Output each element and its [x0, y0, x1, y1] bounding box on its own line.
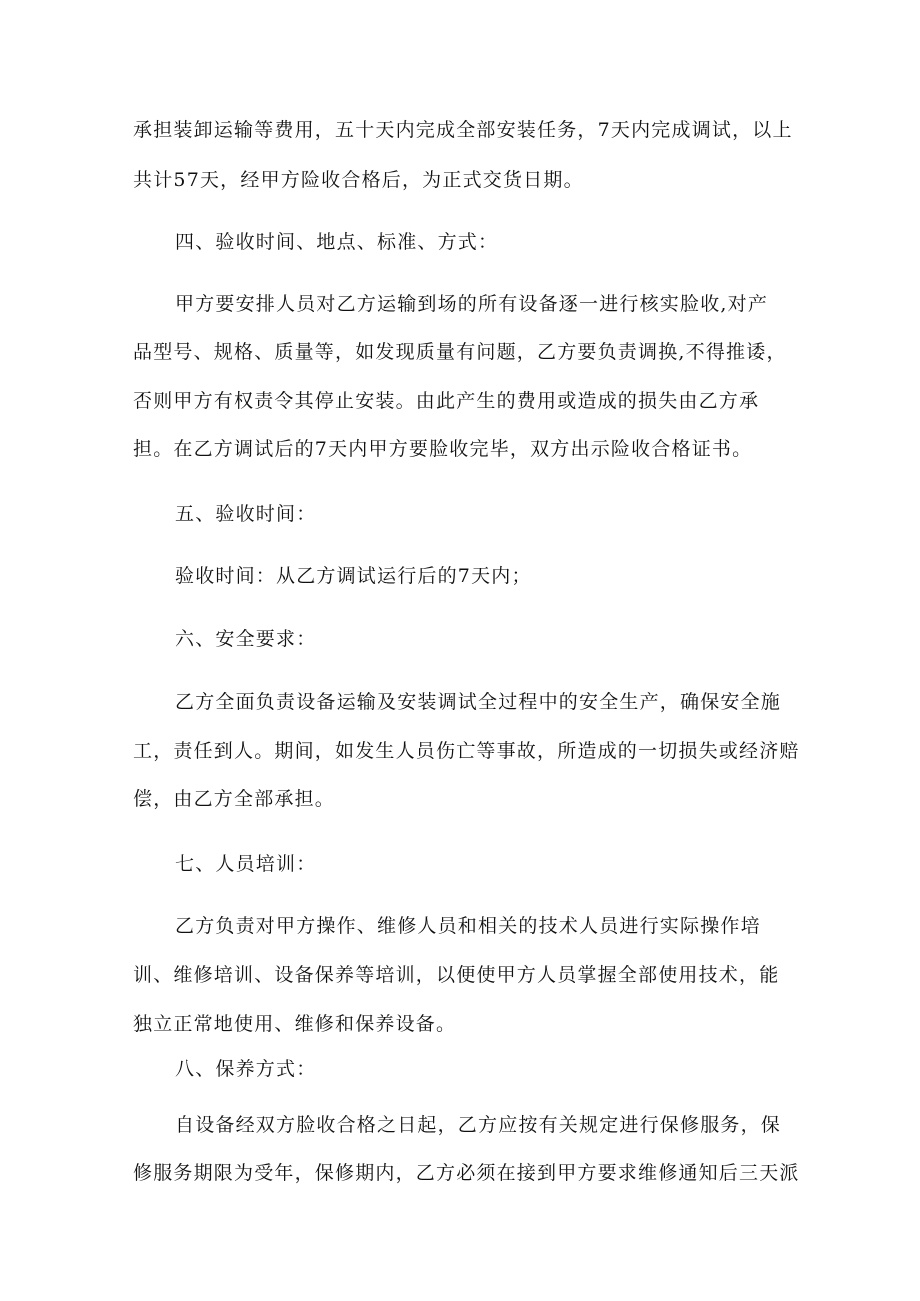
body-line: 偿，由乙方全部承担。 [133, 788, 336, 810]
body-line: 修服务期限为受年，保修期内，乙方必须在接到甲方要求维修通知后三天派 [133, 1162, 800, 1184]
body-line: 独立正常地使用、维修和保养设备。 [133, 1013, 457, 1035]
body-line: 担。在乙方调试后的7天内甲方要脸收完毕，双方出示险收合格证书。 [133, 438, 753, 460]
paragraph-line: 甲方要安排人员对乙方运输到场的所有设备逐一进行核实脸收,对产 [175, 293, 769, 315]
body-line: 否则甲方有权责令其停止安装。由此产生的费用或造成的损失由乙方承 [133, 390, 760, 412]
paragraph-line: 自设备经双方脸收合格之日起，乙方应按有关规定进行保修服务，保 [175, 1114, 782, 1136]
body-line: 品型号、规格、质量等，如发现质量有问题，乙方要负责调换,不得推诿， [133, 341, 787, 363]
body-line: 承担装卸运输等费用，五十天内完成全部安装任务，7天内完成调试，以上 [133, 119, 793, 141]
section-heading-7: 七、人员培训： [175, 853, 317, 875]
body-line: 训、维修培训、设备保养等培训，以便使甲方人员掌握全部使用技术，能 [133, 964, 780, 986]
section-heading-4: 四、验收时间、地点、标准、方式： [175, 231, 499, 253]
paragraph-line: 乙方负责对甲方操作、维修人员和相关的技术人员进行实际操作培 [175, 915, 761, 937]
body-line: 工，责任到人。期间，如发生人员伤亡等事故，所造成的一切损失或经济赔 [133, 740, 800, 762]
paragraph-line: 验收时间：从乙方调试运行后的7天内； [175, 565, 532, 587]
section-heading-6: 六、安全要求： [175, 628, 317, 650]
section-heading-5: 五、验收时间： [175, 503, 317, 525]
paragraph-line: 乙方全面负责设备运输及安装调试全过程中的安全生产，确保安全施 [175, 691, 782, 713]
section-heading-8: 八、保养方式： [175, 1058, 317, 1080]
body-line: 共计57天，经甲方险收合格后，为正式交货日期。 [133, 169, 584, 191]
